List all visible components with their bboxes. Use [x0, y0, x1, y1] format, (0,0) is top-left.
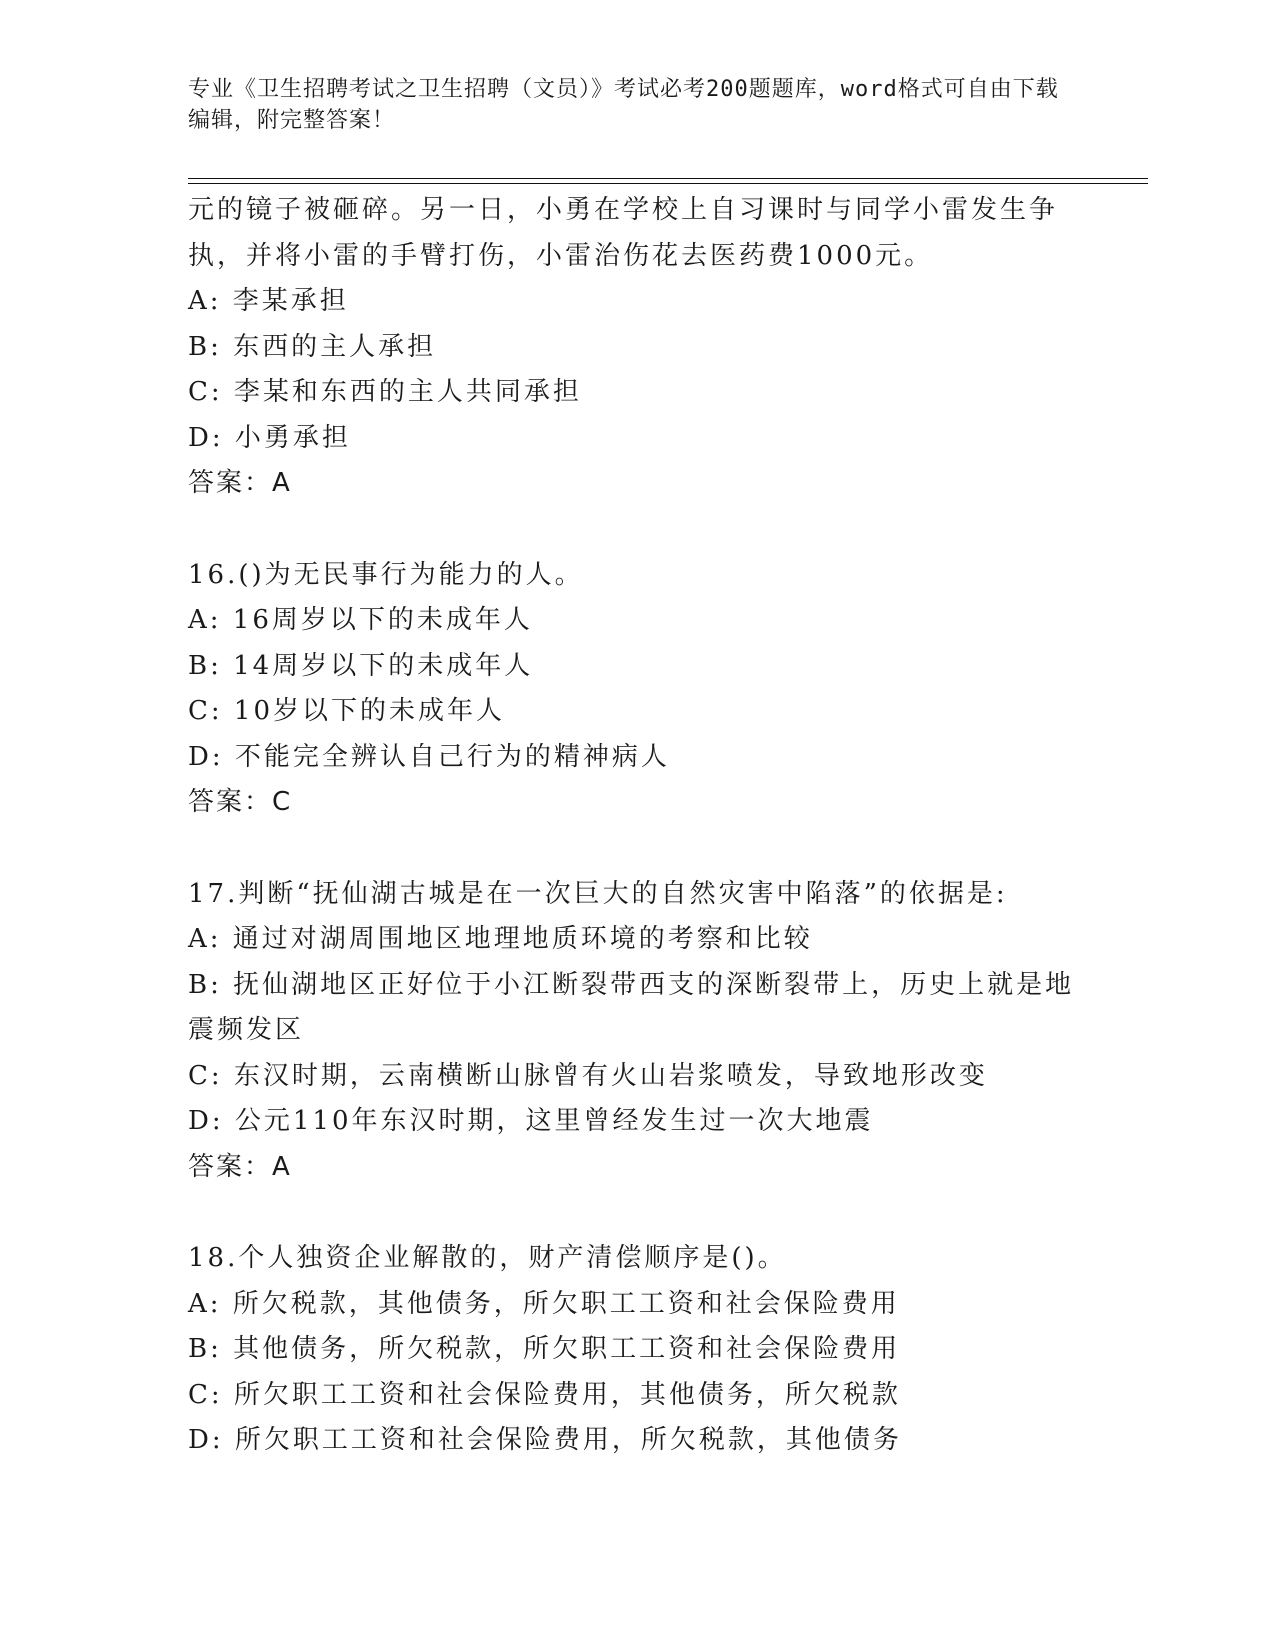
question-18-option-a: A: 所欠税款，其他债务，所欠职工工资和社会保险费用 — [188, 1288, 900, 1319]
question-15-block — [188, 188, 1088, 507]
question-15-option-a: A: 李某承担 — [188, 286, 349, 316]
question-18-stem: 18.个人独资企业解散的，财产清偿顺序是()。 — [188, 1243, 787, 1273]
question-15-answer: 答案：A — [188, 468, 292, 498]
question-content — [188, 188, 1088, 1464]
header-rule-top — [188, 178, 1148, 179]
question-16-option-a: A: 16周岁以下的未成年人 — [188, 605, 533, 635]
question-16-answer: 答案：C — [188, 787, 293, 817]
question-17-option-c: C: 东汉时期，云南横断山脉曾有火山岩浆喷发，导致地形改变 — [188, 1060, 988, 1091]
question-15-option-c: C: 李某和东西的主人共同承担 — [188, 377, 582, 407]
question-17-option-a: A: 通过对湖周围地区地理地质环境的考察和比较 — [188, 924, 813, 954]
question-15-option-b: B: 东西的主人承担 — [188, 331, 437, 362]
question-18-option-b: B: 其他债务，所欠税款，所欠职工工资和社会保险费用 — [188, 1334, 901, 1364]
question-17-option-b-line-1: B: 抚仙湖地区正好位于小江断裂带西支的深断裂带上，历史上就是地 — [188, 969, 1075, 1000]
question-15-option-d: D: 小勇承担 — [188, 422, 351, 453]
document-header: 专业《卫生招聘考试之卫生招聘（文员）》考试必考200题题库，word格式可自由下载编辑，附完整答案！ — [188, 77, 1059, 133]
question-15-continuation-line-1: 元的镜子被砸碎。另一日，小勇在学校上自习课时与同学小雷发生争 — [188, 195, 1059, 225]
question-16-block — [188, 553, 1088, 826]
question-17-stem: 17.判断“抚仙湖古城是在一次巨大的自然灾害中陷落”的依据是: — [188, 878, 1008, 909]
question-16-option-c: C: 10岁以下的未成年人 — [188, 696, 506, 726]
question-18-block — [188, 1236, 1088, 1464]
question-17-block — [188, 872, 1088, 1191]
question-17-option-d: D: 公元110年东汉时期，这里曾经发生过一次大地震 — [188, 1106, 874, 1136]
question-16-option-b: B: 14周岁以下的未成年人 — [188, 650, 534, 681]
question-16-stem: 16.()为无民事行为能力的人。 — [188, 559, 584, 590]
question-17-answer: 答案：A — [188, 1151, 292, 1182]
header-rule-bottom — [188, 183, 1148, 184]
question-18-option-c: C: 所欠职工工资和社会保险费用，其他债务，所欠税款 — [188, 1379, 901, 1410]
question-15-continuation-line-2: 执，并将小雷的手臂打伤，小雷治伤花去医药费1000元。 — [188, 240, 934, 271]
question-18-option-d: D: 所欠职工工资和社会保险费用，所欠税款，其他债务 — [188, 1425, 902, 1455]
question-17-option-b-line-2: 震频发区 — [188, 1015, 305, 1045]
question-16-option-d: D: 不能完全辨认自己行为的精神病人 — [188, 741, 670, 772]
